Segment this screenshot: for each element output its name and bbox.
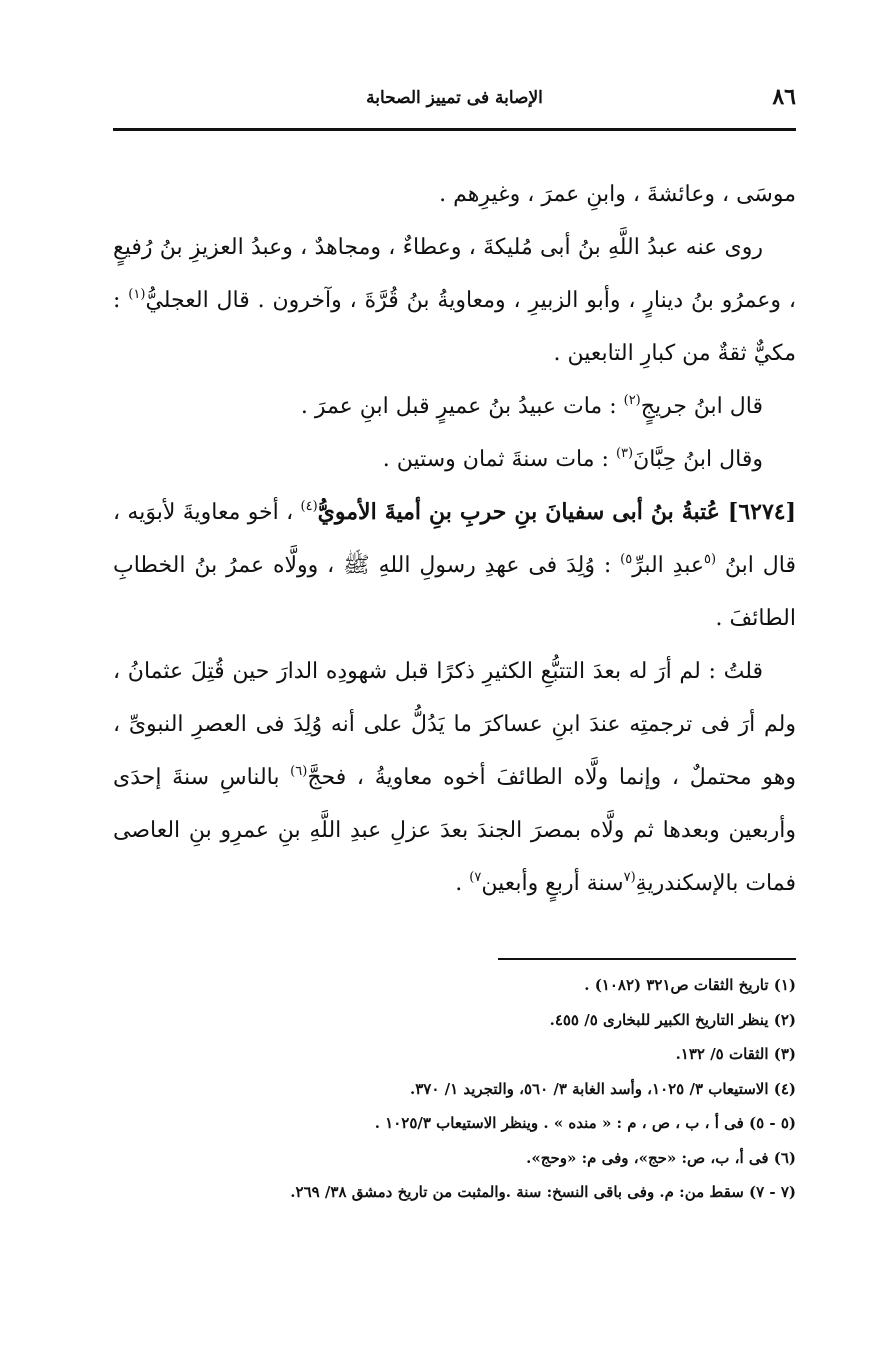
footnote: (٢) ينظر التاريخ الكبير للبخارى ٥/ ٤٥٥.: [549, 1010, 796, 1029]
footnote-marker: (٧: [623, 870, 636, 885]
header-rule: [113, 128, 796, 131]
paragraph-text: قلتُ : لم أرَ له بعدَ التتبُّعِ الكثيرِ ذكرًا قبل شهودِه الدارَ حين قُتِلَ عثمانُ ، ولم أرَ فى ترجمتِه عندَ ابنِ عساكرَ ما يَدُلُّ على أنه وُلِدَ فى العصرِ النبوىِّ ، وهو محتملٌ ، وإنما ولَّاه الطائفَ أخوه معاويةُ ، فحجَّ: [113, 659, 796, 790]
footnotes: [113, 968, 796, 1210]
running-title: الإصابة فى تمييز الصحابة: [366, 88, 543, 108]
footnote: (١) تاريخ الثقات ص٣٢١ (١٠٨٢) .: [584, 976, 796, 994]
page-number: ٨٦: [772, 84, 796, 110]
paragraph-text: ، أخو معاويةَ لأبوَيه ، قال ابنُ: [113, 500, 796, 578]
footnote-marker: (٥: [703, 552, 717, 567]
paragraph: [113, 380, 796, 433]
footnote: (٤) الاستيعاب ٣/ ١٠٢٥، وأسد الغابة ٣/ ٥٦٠، والتجريد ١/ ٣٧٠.: [409, 1079, 796, 1098]
footnote: (٣) الثقات ٥/ ١٣٢.: [675, 1045, 796, 1063]
paragraph: [113, 645, 796, 910]
footnote-marker: (٤): [300, 499, 318, 514]
footnote-marker: ٥): [620, 552, 633, 567]
paragraph: [113, 168, 796, 221]
footnote-marker: (٢): [623, 393, 641, 408]
footnote: (٦) فى أ، ب، ص: «حج»، وفى م: «وحج».: [526, 1148, 796, 1167]
paragraph-text: وقال ابنُ حِبَّانَ: [633, 447, 763, 472]
paragraph-text: روى عنه عبدُ اللَّهِ بنُ أبى مُليكةَ ، وعطاءٌ ، ومجاهدٌ ، وعبدُ العزيزِ بنُ رُفيعٍ ، وعمرُو بنُ دينارٍ ، وأبو الزبيرِ ، ومعاويةُ بنُ قُرَّةَ ، وآخرون . قال العجليُّ: [113, 235, 797, 313]
entry-heading: [٦٢٧٤] عُتبةُ بنُ أبى سفيانَ بنِ حربِ بنِ أميةَ الأمويُّ: [317, 499, 796, 525]
paragraph: [113, 221, 796, 380]
page-header: [113, 84, 796, 120]
paragraph-text: قال ابنُ جريجٍ: [640, 394, 763, 419]
paragraph-text: بالناسِ سنةَ إحدَى وأربعين وبعدها ثم ولَّاه بمصرَ الجندَ بعدَ عزلِ عبدِ اللَّهِ بنِ عمرِو بنِ العاصى فمات بالإسكندريةِ: [113, 765, 796, 896]
footnote-marker: (٦): [290, 764, 308, 779]
footnote: (٥ - ٥) فى أ ، ب ، ص ، م : « منده » . وينظر الاستيعاب ١٠٢٥/٣ .: [374, 1114, 796, 1132]
main-text: [113, 168, 796, 910]
footnote-marker: (٣): [615, 446, 634, 461]
paragraph-text: .: [455, 871, 470, 896]
paragraph-text: : مكيٌّ ثقةٌ من كبارِ التابعين .: [113, 288, 796, 366]
paragraph-text: موسَى ، وعائشةَ ، وابنِ عمرَ ، وغيرِهم .: [439, 182, 796, 207]
paragraph: [113, 433, 796, 486]
paragraph-text: : مات سنةَ ثمان وستين .: [382, 447, 616, 472]
footnote-marker: (١): [128, 287, 146, 302]
footnote-marker: ٧): [469, 870, 482, 885]
paragraph-text: : وُلِدَ فى عهدِ رسولِ اللهِ ﷺ ، وولَّاه عمرُ بنُ الخطابِ الطائفَ .: [113, 553, 796, 631]
paragraph-text: : مات عبيدُ بنُ عميرٍ قبل ابنِ عمرَ .: [300, 394, 624, 419]
footnote: (٧ - ٧) سقط من: م. وفى باقى النسخ: سنة .والمثبت من تاريخ دمشق ٣٨/ ٢٦٩.: [290, 1183, 796, 1201]
paragraph-text: عبدِ البرِّ: [632, 553, 704, 578]
footnote-rule: [498, 958, 796, 960]
paragraph-text: سنة أربعٍ وأبعين: [481, 871, 624, 896]
entry-paragraph: [113, 486, 796, 645]
